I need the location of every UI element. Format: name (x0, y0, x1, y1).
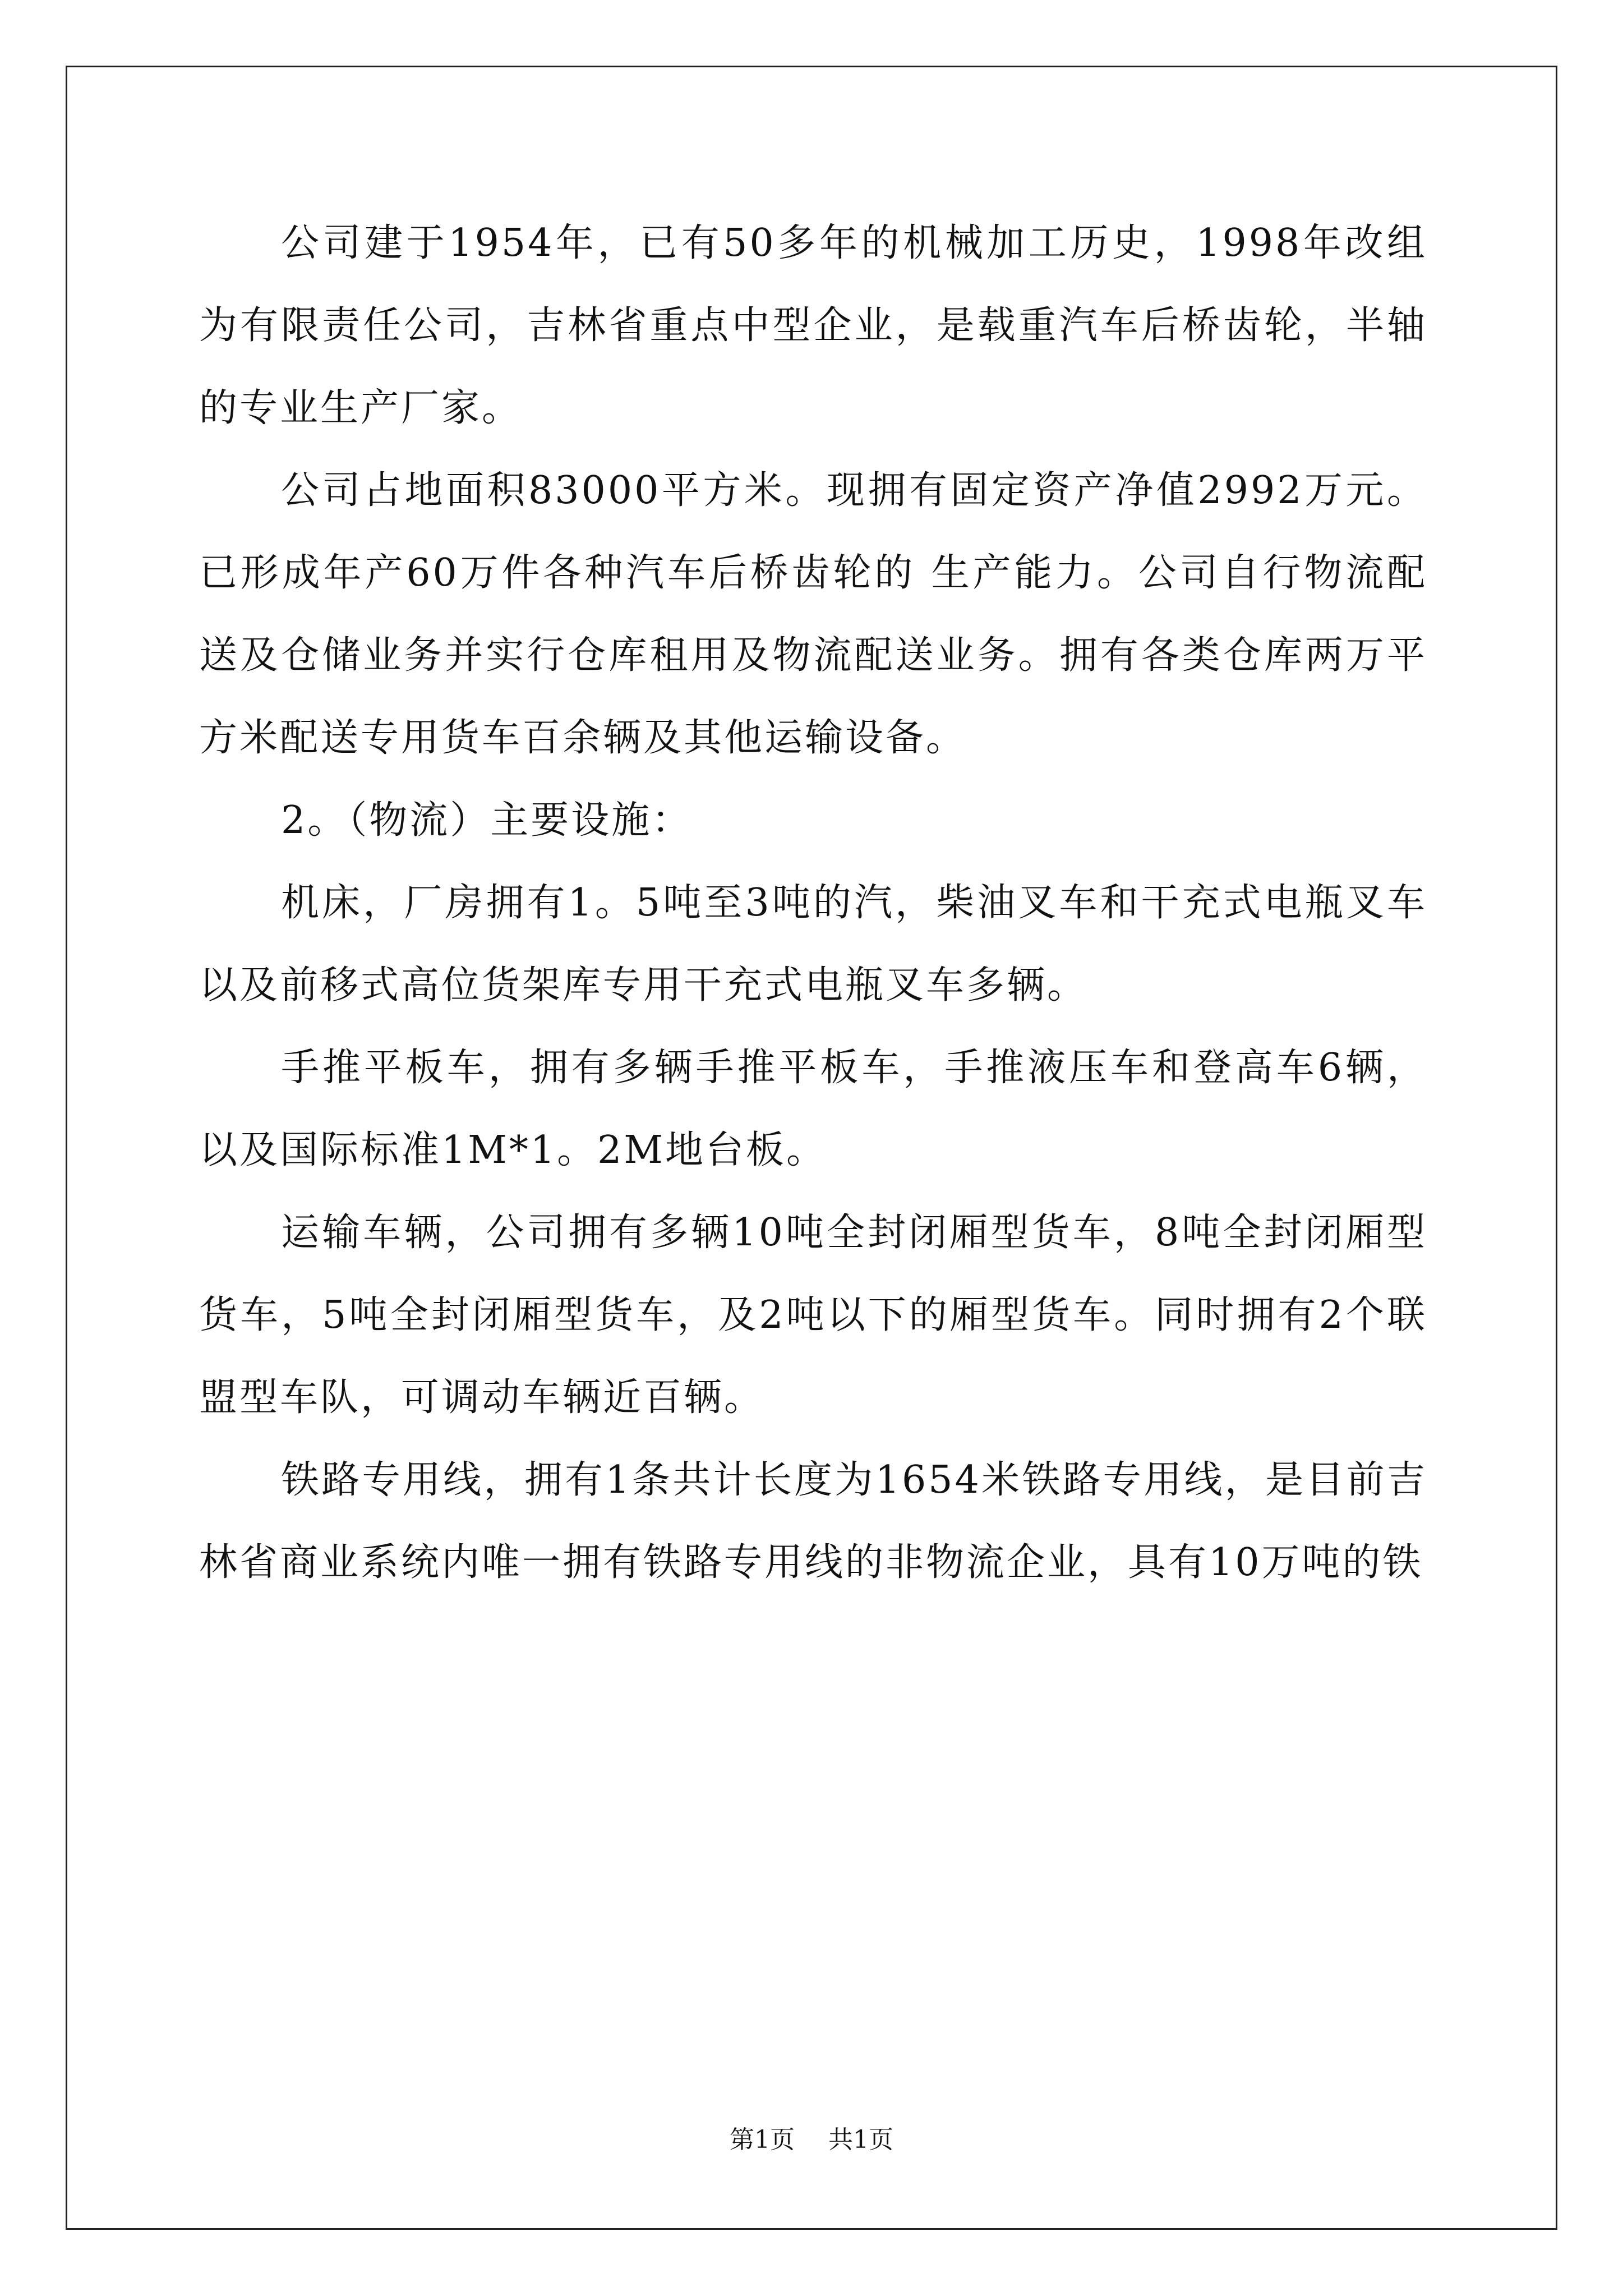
paragraph-machine-tools: 机床，厂房拥有1。5吨至3吨的汽，柴油叉车和干充式电瓶叉车以及前移式高位货架库专用干充式电瓶叉车多辆。 (199, 881, 1427, 1007)
page-number: 第1页 (730, 2125, 795, 2154)
paragraph-company-assets: 公司占地面积83000平方米。现拥有固定资产净值2992万元。已形成年产60万件各种汽车后桥齿轮的 生产能力。公司自行物流配送及仓储业务并实行仓库租用及物流配送业务。拥有各类仓库两万平方米配送专用货车百余辆及其他运输设备。 (199, 468, 1427, 760)
document-body (199, 202, 1427, 1604)
paragraph-railway-line: 铁路专用线，拥有1条共计长度为1654米铁路专用线，是目前吉林省商业系统内唯一拥有铁路专用线的非物流企业，具有10万吨的铁 (199, 1458, 1427, 1585)
page-total: 共1页 (828, 2125, 893, 2154)
paragraph-transport-vehicles: 运输车辆，公司拥有多辆10吨全封闭厢型货车，8吨全封闭厢型货车，5吨全封闭厢型货车，及2吨以下的厢型货车。同时拥有2个联盟型车队，可调动车辆近百辆。 (199, 1211, 1427, 1420)
paragraph-company-history: 公司建于1954年，已有50多年的机械加工历史，1998年改组为有限责任公司，吉林省重点中型企业，是载重汽车后桥齿轮，半轴的专业生产厂家。 (199, 221, 1427, 430)
paragraph-hand-carts: 手推平板车，拥有多辆手推平板车，手推液压车和登高车6辆，以及国际标准1M*1。2M地台板。 (199, 1046, 1427, 1172)
paragraph-facilities-heading: 2。（物流）主要设施： (281, 798, 693, 843)
page-footer (0, 2123, 1623, 2157)
